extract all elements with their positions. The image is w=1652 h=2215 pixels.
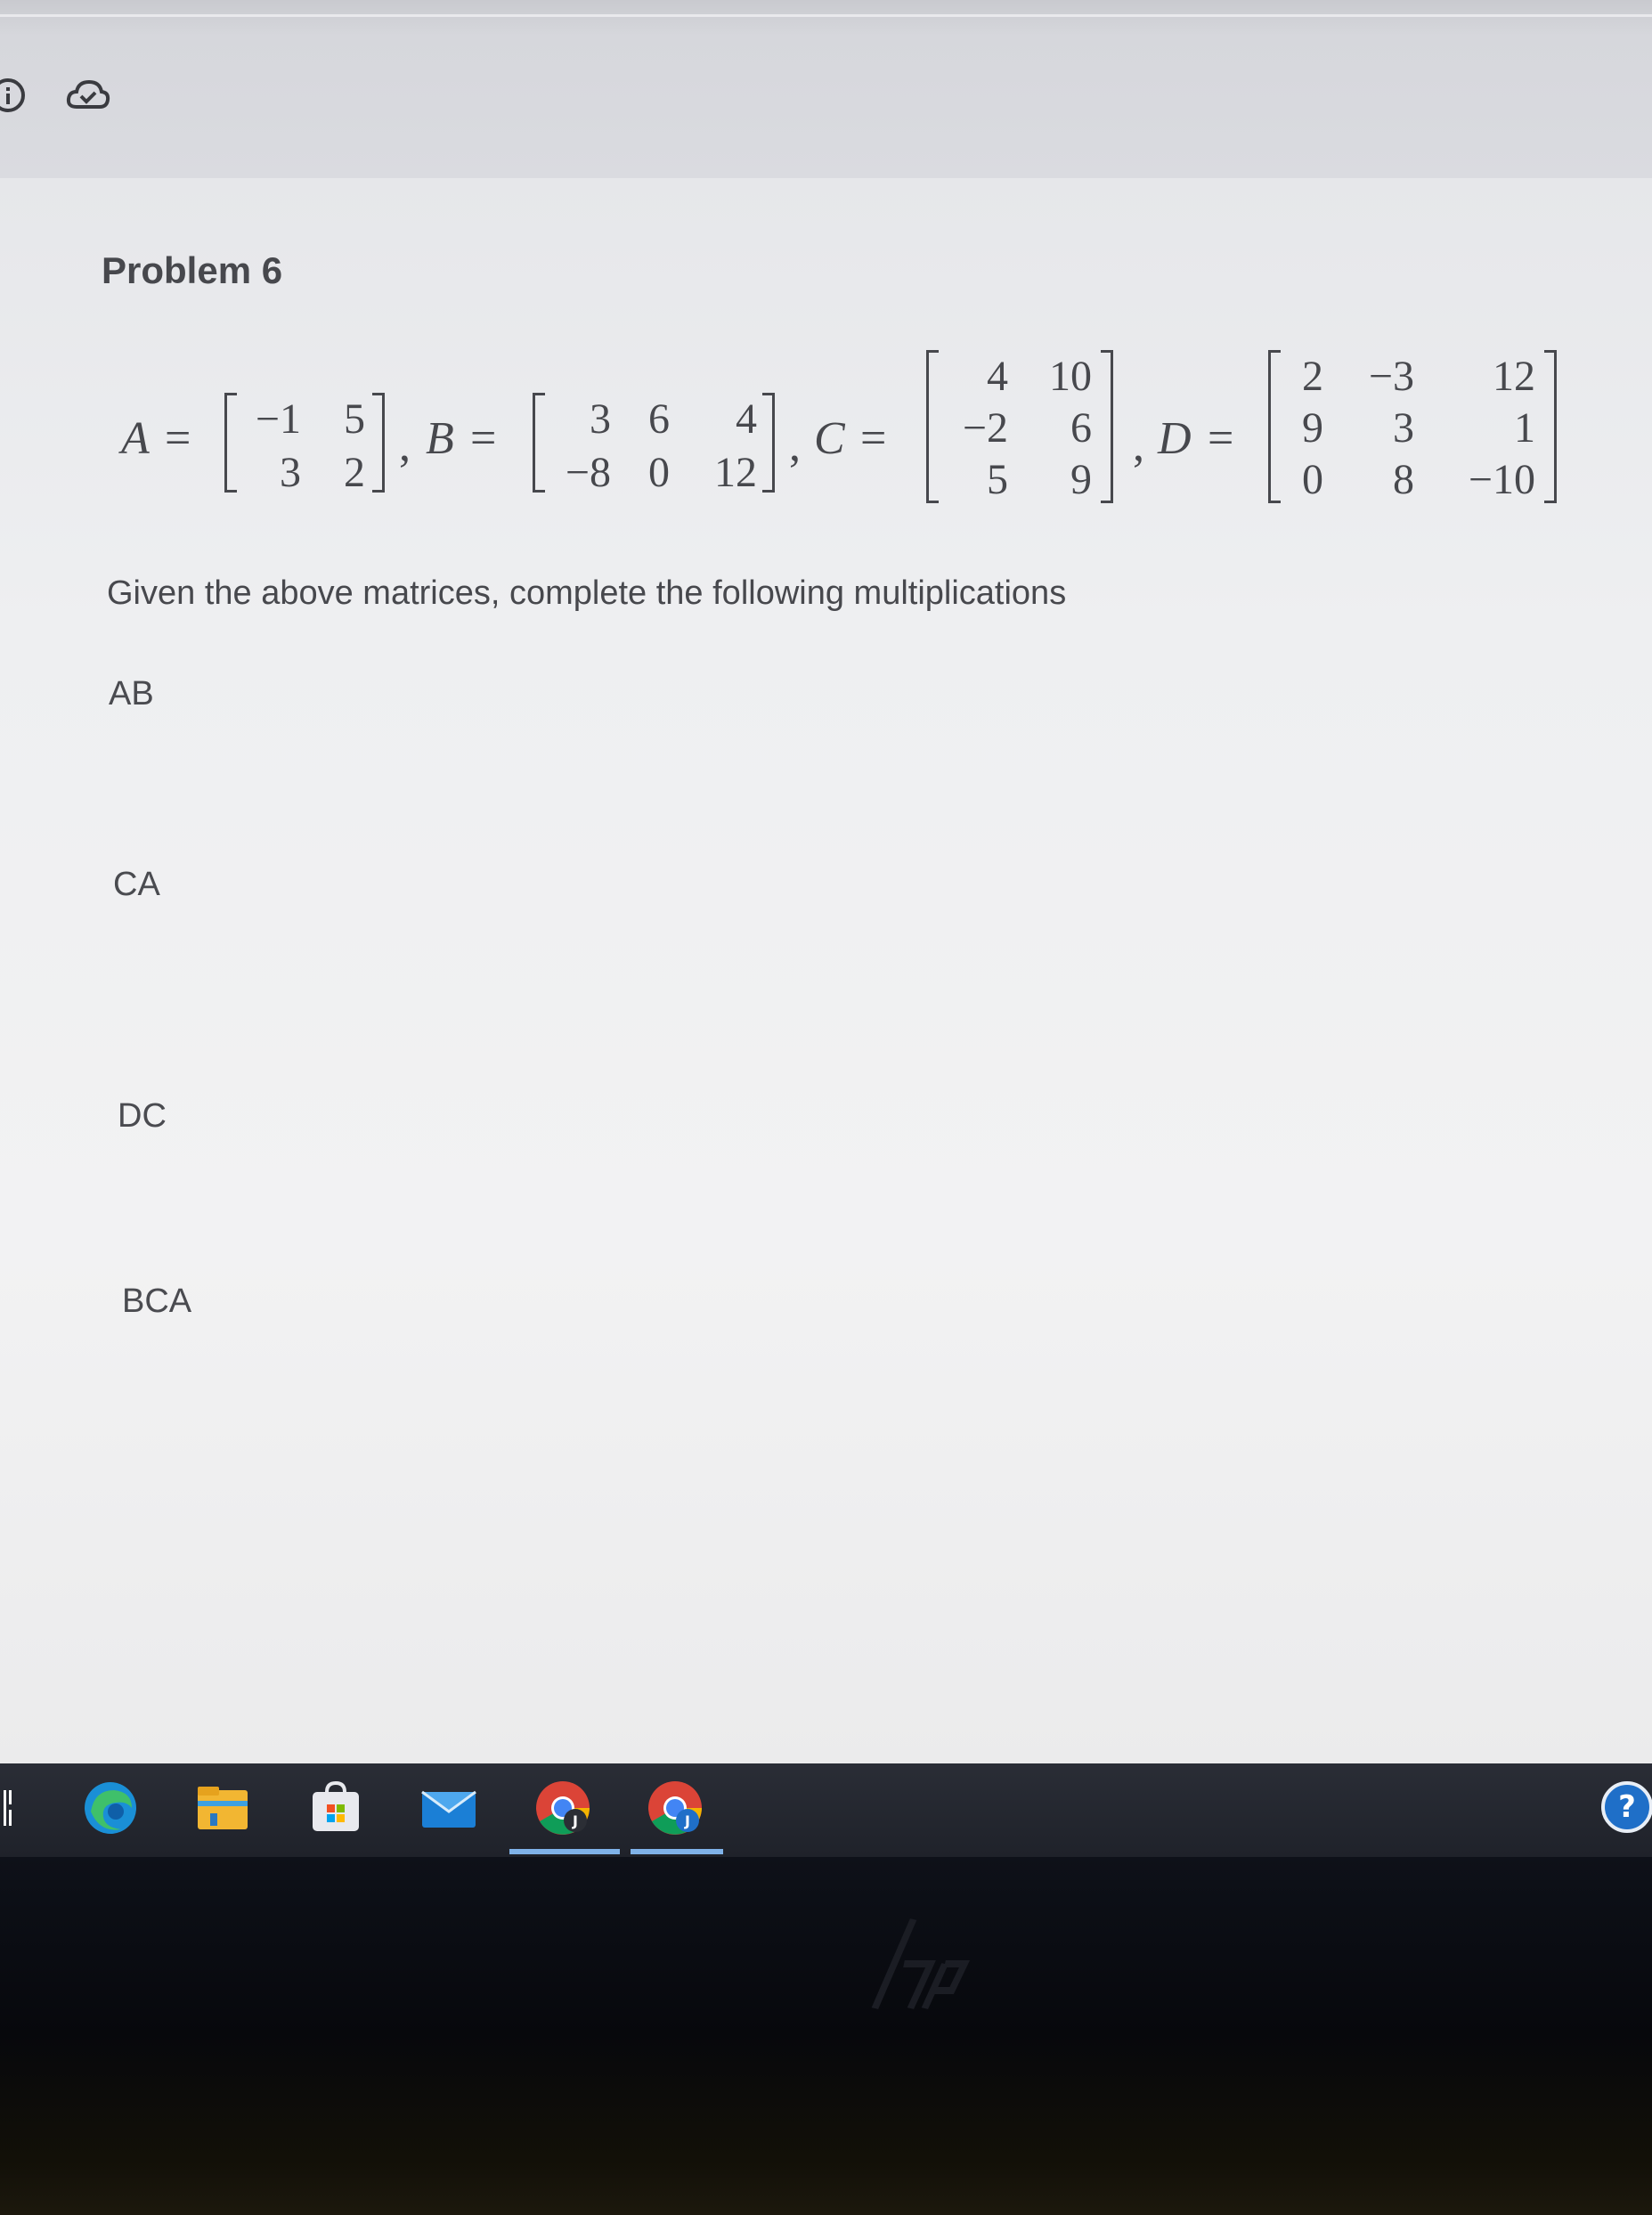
active-indicator	[509, 1849, 620, 1854]
svg-text:J: J	[573, 1812, 578, 1829]
matrix-cell: −1	[255, 395, 301, 443]
chrome-icon[interactable]	[647, 1779, 704, 1836]
matrix-cell: −8	[565, 449, 611, 496]
matrix-cell: 9	[1070, 456, 1092, 503]
matrix-cell: 4	[736, 395, 757, 443]
bracket-right	[762, 393, 775, 493]
comma: ,	[1133, 420, 1144, 471]
instruction-text: Given the above matrices, complete the following multiplications	[107, 574, 1067, 612]
matrix-cell: 3	[1393, 404, 1414, 452]
matrix-definitions	[0, 334, 1652, 539]
task-dc: DC	[118, 1097, 167, 1135]
comma: ,	[789, 420, 801, 471]
laptop-bezel	[0, 1857, 1652, 2215]
matrix-cell: −2	[962, 404, 1008, 452]
edge-icon[interactable]	[82, 1779, 139, 1836]
matrix-cell: 0	[648, 449, 670, 496]
bracket-right	[372, 393, 385, 493]
matrix-cell: 3	[590, 395, 611, 443]
active-indicator	[631, 1849, 723, 1854]
taskbar	[0, 1763, 1652, 1857]
matrix-cell: 3	[280, 449, 301, 496]
matrix-cell: 5	[344, 395, 365, 443]
equals-sign: =	[1208, 413, 1234, 464]
comma: ,	[399, 420, 411, 471]
matrix-cell: 6	[1070, 404, 1092, 452]
file-explorer-icon[interactable]	[194, 1779, 251, 1836]
matrix-cell: 6	[648, 395, 670, 443]
equals-sign: =	[860, 413, 887, 464]
hp-logo-icon	[857, 1910, 987, 2017]
task-bca: BCA	[122, 1283, 192, 1320]
help-icon[interactable]: ?	[1601, 1781, 1652, 1833]
matrix-cell: 10	[1049, 353, 1092, 400]
matrix-cell: 2	[344, 449, 365, 496]
matrix-d-label: D	[1158, 413, 1192, 464]
svg-text:J: J	[685, 1812, 690, 1829]
matrix-a-label: A	[121, 413, 150, 464]
matrix-cell: 12	[714, 449, 757, 496]
matrix-cell: 1	[1514, 404, 1535, 452]
matrix-cell: 9	[1302, 404, 1323, 452]
equals-sign: =	[165, 413, 191, 464]
task-ab: AB	[109, 675, 154, 713]
task-ca: CA	[113, 866, 160, 903]
matrix-cell: −3	[1368, 353, 1414, 400]
bracket-right	[1101, 350, 1113, 503]
toolbar	[0, 0, 1652, 178]
toolbar-divider	[0, 14, 1652, 17]
matrix-b-label: B	[426, 413, 454, 464]
matrix-cell: 5	[987, 456, 1008, 503]
matrix-cell: 2	[1302, 353, 1323, 400]
matrix-cell: 12	[1493, 353, 1535, 400]
bracket-right	[1544, 350, 1557, 503]
matrix-cell: 0	[1302, 456, 1323, 503]
problem-content	[0, 178, 1652, 1763]
matrix-cell: 4	[987, 353, 1008, 400]
info-icon[interactable]	[0, 78, 25, 112]
equals-sign: =	[470, 413, 497, 464]
bracket-left	[224, 393, 237, 493]
mail-icon[interactable]	[420, 1779, 477, 1836]
problem-title: Problem 6	[102, 249, 283, 291]
task-view-icon[interactable]	[4, 1790, 12, 1826]
matrix-c-label: C	[814, 413, 845, 464]
chrome-icon[interactable]	[534, 1779, 591, 1836]
cloud-check-icon[interactable]	[66, 77, 110, 112]
matrix-cell: −10	[1468, 456, 1535, 503]
matrix-cell: 8	[1393, 456, 1414, 503]
store-icon[interactable]	[307, 1779, 364, 1836]
